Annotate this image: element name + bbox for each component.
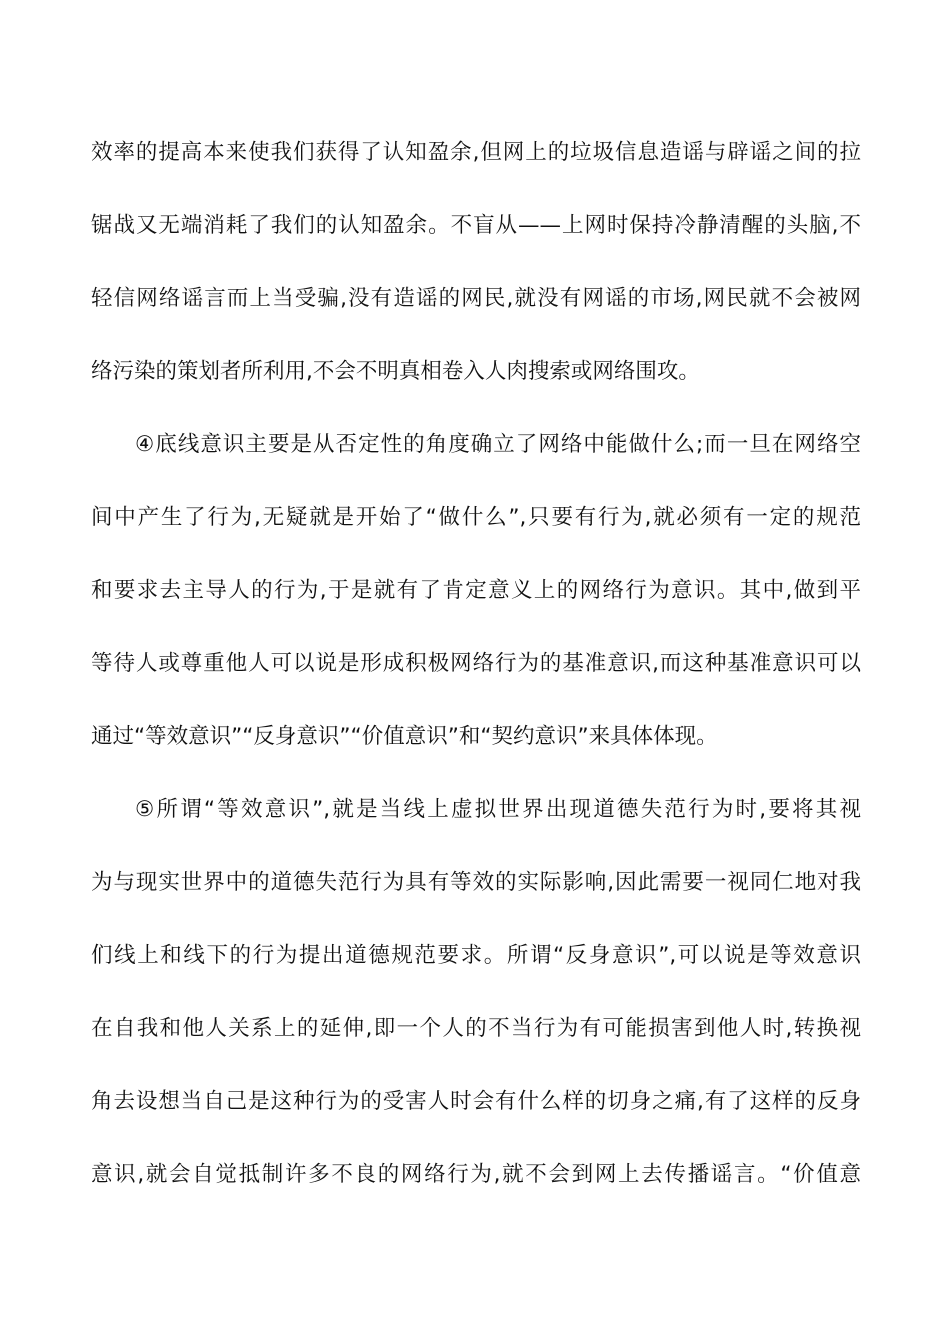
text-line: 等待人或尊重他人可以说是形成积极网络行为的基准意识,而这种基准意识可以 xyxy=(91,651,861,676)
text-line: 通过“等效意识”“反身意识”“价值意识”和“契约意识”来具体体现。 xyxy=(91,724,718,749)
text-line: 们线上和线下的行为提出道德规范要求。所谓“反身意识”,可以说是等效意识 xyxy=(91,943,861,968)
text-line: 意识,就会自觉抵制许多不良的网络行为,就不会到网上去传播谣言。“价值意 xyxy=(91,1162,861,1187)
text-line: 在自我和他人关系上的延伸,即一个人的不当行为有可能损害到他人时,转换视 xyxy=(91,1016,861,1041)
paragraph-5-first-line: ⑤所谓“等效意识”,就是当线上虚拟世界出现道德失范行为时,要将其视 xyxy=(135,797,861,822)
text-line: 间中产生了行为,无疑就是开始了“做什么”,只要有行为,就必须有一定的规范 xyxy=(91,505,861,530)
text-line: 锯战又无端消耗了我们的认知盈余。不盲从——上网时保持冷静清醒的头脑,不 xyxy=(91,213,861,238)
text-line: 角去设想当自己是这种行为的受害人时会有什么样的切身之痛,有了这样的反身 xyxy=(91,1089,861,1114)
text-line: 轻信网络谣言而上当受骗,没有造谣的网民,就没有网谣的市场,网民就不会被网 xyxy=(91,286,861,311)
text-line: 和要求去主导人的行为,于是就有了肯定意义上的网络行为意识。其中,做到平 xyxy=(91,578,861,603)
text-line: 效率的提高本来使我们获得了认知盈余,但网上的垃圾信息造谣与辟谣之间的拉 xyxy=(91,140,861,165)
paragraph-4-first-line: ④底线意识主要是从否定性的角度确立了网络中能做什么;而一旦在网络空 xyxy=(135,432,861,457)
text-line: 络污染的策划者所利用,不会不明真相卷入人肉搜索或网络围攻。 xyxy=(91,359,700,384)
text-line: 为与现实世界中的道德失范行为具有等效的实际影响,因此需要一视同仁地对我 xyxy=(91,870,861,895)
